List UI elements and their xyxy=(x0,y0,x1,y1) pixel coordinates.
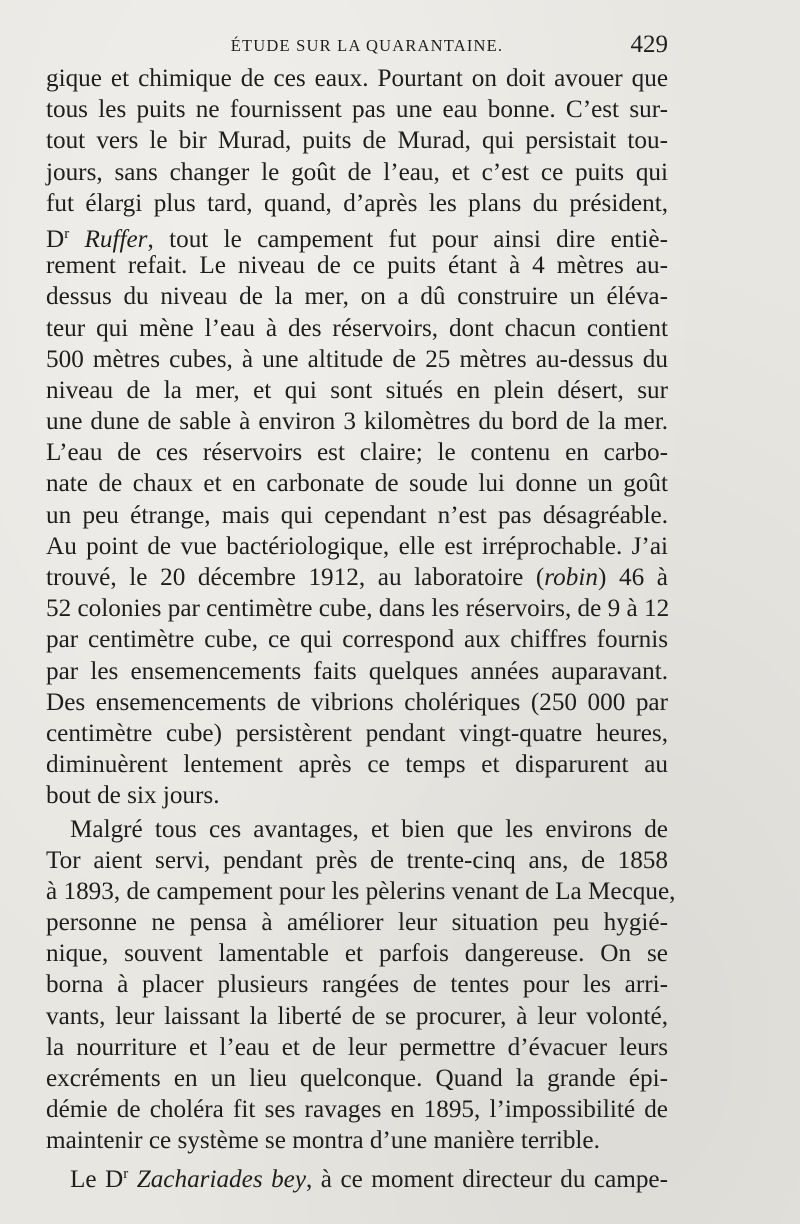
text-line: gique et chimique de ces eaux. Pourtant on doit avouer que xyxy=(46,65,668,92)
paragraph xyxy=(46,1159,668,1193)
text-line: Des ensemencements de vibrions cholériques (250 000 par xyxy=(46,688,668,716)
text-line: par centimètre cube, ce qui correspond aux chiffres fournis xyxy=(46,626,668,654)
title-abbrev: D xyxy=(46,225,65,253)
text-line: jours, sans changer le goût de l’eau, et c’est ce puits qui xyxy=(46,158,668,186)
text-line: bout de six jours. xyxy=(46,782,220,810)
text-segment: trouvé, le 20 décembre 1912, au laboratoire ( xyxy=(46,564,545,591)
running-head xyxy=(46,32,668,60)
text-line: L’eau de ces réservoirs est claire; le contenu en carbo- xyxy=(46,439,668,467)
text-segment: , à ce moment directeur du campe- xyxy=(306,1165,668,1193)
text-line: teur qui mène l’eau à des réservoirs, dont chacun contient xyxy=(46,314,668,342)
text-line: borna à placer plusieurs rangées de tentes pour les arri- xyxy=(46,971,668,999)
text-line: diminuèrent lentement après ce temps et disparurent au xyxy=(46,751,668,779)
text-line: Malgré tous ces avantages, et bien que les environs de xyxy=(70,815,668,843)
text-segment: Le D xyxy=(70,1165,124,1193)
text-line: centimètre cube) persistèrent pendant vingt-quatre heures, xyxy=(46,719,668,747)
text-line: personne ne pensa à améliorer leur situation peu hygié- xyxy=(46,909,668,937)
text-line: maintenir ce système se montra d’une manière terrible. xyxy=(46,1127,600,1155)
running-title: ÉTUDE SUR LA QUARANTAINE. xyxy=(230,36,504,55)
text-line: dessus du niveau de la mer, on a dû construire un éléva- xyxy=(46,283,668,311)
person-name: Zachariades bey xyxy=(136,1165,307,1193)
text-line: tout vers le bir Murad, puits de Murad, qui persistait tou- xyxy=(46,127,668,155)
text-line: démie de choléra fit ses ravages en 1895, l’impossibilité de xyxy=(46,1096,668,1124)
paragraph xyxy=(46,63,668,812)
text-line: 500 mètres cubes, à une altitude de 25 mètres au-dessus du xyxy=(46,345,668,373)
text-line xyxy=(46,562,668,593)
text-line: à 1893, de campement pour les pèlerins venant de La Mecque, xyxy=(46,877,676,905)
text-line: nique, souvent lamentable et parfois dangereuse. On se xyxy=(46,940,668,968)
text-line: Au point de vue bactériologique, elle est irréprochable. J’ai xyxy=(46,532,668,560)
text-segment: , tout le campement fut pour ainsi dire entiè- xyxy=(147,225,668,253)
text-line: Tor aient servi, pendant près de trente-cinq ans, de 1858 xyxy=(46,846,668,874)
text-line: nate de chaux et en carbonate de soude lui donne un goût xyxy=(46,470,668,498)
paragraph xyxy=(46,814,676,1157)
text-line: un peu étrange, mais qui cependant n’est pas désagréable. xyxy=(46,501,668,529)
text-line xyxy=(46,219,668,253)
text-line: vants, leur laissant la liberté de se procurer, à leur volonté, xyxy=(46,1002,668,1030)
title-superscript: r xyxy=(123,1165,129,1182)
text-line: niveau de la mer, et qui sont situés en plein désert, sur xyxy=(46,376,668,404)
text-line xyxy=(46,1159,668,1193)
page-number: 429 xyxy=(630,31,668,58)
text-line: une dune de sable à environ 3 kilomètres du bord de la mer. xyxy=(46,408,668,436)
text-line: rement refait. Le niveau de ce puits étant à 4 mètres au- xyxy=(46,252,668,280)
text-line: par les ensemencements faits quelques années auparavant. xyxy=(46,657,668,685)
text-line: la nourriture et l’eau et de leur permettre d’évacuer leurs xyxy=(46,1033,668,1061)
text-line: 52 colonies par centimètre cube, dans les réservoirs, de 9 à 12 xyxy=(46,595,670,623)
text-line: tous les puits ne fournissent pas une eau bonne. C’est sur- xyxy=(46,96,668,124)
body-text xyxy=(46,63,676,1193)
text-line: excréments en un lieu quelconque. Quand la grande épi- xyxy=(46,1065,668,1092)
text-line: fut élargi plus tard, quand, d’après les plans du président, xyxy=(46,189,668,217)
text-segment: ) 46 à xyxy=(597,564,668,591)
person-name: Ruffer xyxy=(84,225,148,253)
title-superscript: r xyxy=(64,225,70,242)
place-name: robin xyxy=(544,564,598,591)
